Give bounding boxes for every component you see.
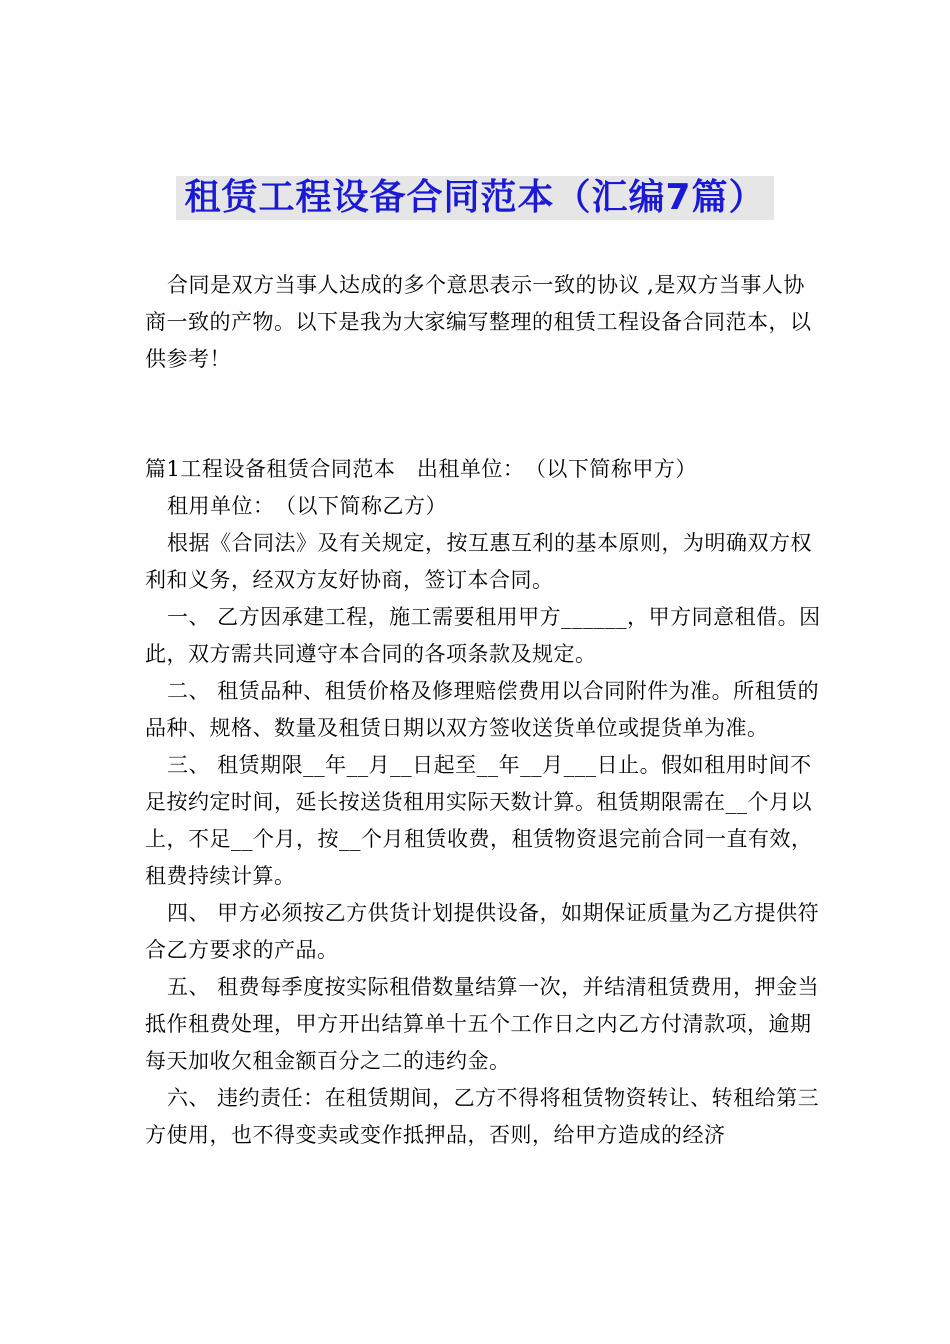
- intro-section: [145, 267, 825, 378]
- document-title: 租赁工程设备合同范本（汇编7篇）: [176, 176, 773, 220]
- contract-body: [145, 451, 825, 1154]
- clause-2-paragraph: 二、 租赁品种、租赁价格及修理赔偿费用以合同附件为准。所租赁的品种、规格、数量及租赁日期以双方签收送货单位或提货单为准。: [145, 679, 820, 740]
- clause-4-paragraph: 四、 甲方必须按乙方供货计划提供设备，如期保证质量为乙方提供符合乙方要求的产品。: [145, 901, 820, 962]
- clause-3-paragraph: 三、 租赁期限__年__月__日起至__年__月___日止。假如租用时间不足按约定时间，延长按送货租用实际天数计算。租赁期限需在__个月以上，不足__个月，按__个月租赁收费，租赁物资退完前合同一直有效，租费持续计算。: [145, 753, 813, 888]
- title-container: [0, 176, 950, 220]
- clause-5-paragraph: 五、 租费每季度按实际租借数量结算一次，并结清租赁费用，押金当抵作租费处理，甲方开出结算单十五个工作日之内乙方付清款项，逾期每天加收欠租金额百分之二的违约金。: [145, 975, 820, 1073]
- lessee-paragraph: 租用单位： （以下简称乙方）: [167, 494, 447, 518]
- clause-6-paragraph: 六、 违约责任：在租赁期间，乙方不得将租赁物资转让、转租给第三方使用，也不得变卖或变作抵押品，否则，给甲方造成的经济: [145, 1086, 820, 1147]
- intro-paragraph: 合同是双方当事人达成的多个意思表示一致的协议 ,是双方当事人协商一致的产物。以下是我为大家编写整理的租赁工程设备合同范本，以供参考！: [145, 273, 812, 371]
- basis-paragraph: 根据《合同法》及有关规定，按互惠互利的基本原则，为明确双方权利和义务，经双方友好协商，签订本合同。: [145, 531, 812, 592]
- clause-1-paragraph: 一、 乙方因承建工程，施工需要租用甲方______，甲方同意租借。因此，双方需共同遵守本合同的各项条款及规定。: [145, 605, 821, 666]
- section-heading-paragraph: 篇1工程设备租赁合同范本 出租单位： （以下简称甲方）: [145, 457, 697, 481]
